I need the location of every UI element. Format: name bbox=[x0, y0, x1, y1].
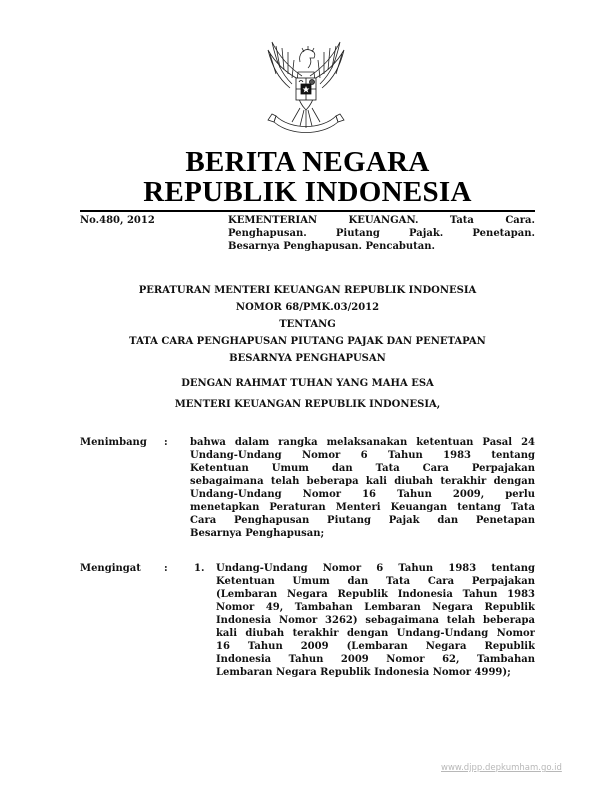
masthead-title-line2: REPUBLIK INDONESIA bbox=[143, 176, 472, 208]
regulation-number: NOMOR 68/PMK.03/2012 bbox=[235, 302, 380, 313]
menimbang-line: menetapkan Peraturan Menteri Keuangan tentang Tata bbox=[190, 502, 535, 513]
regulation-title-line: PERATURAN MENTERI KEUANGAN REPUBLIK INDONESIA bbox=[138, 285, 477, 296]
mengingat-line: kali diubah terakhir dengan Undang-Undang Nomor bbox=[216, 628, 535, 639]
menimbang-line: Undang-Undang Nomor 16 Tahun 2009, perlu bbox=[190, 489, 535, 500]
mengingat-line: Indonesia Tahun 2009 Nomor 62, Tambahan bbox=[216, 654, 535, 665]
mengingat-line: Indonesia Nomor 3262) sebagaimana telah beberapa bbox=[216, 615, 535, 626]
publication-subject bbox=[228, 214, 535, 253]
subject-line: KEMENTERIAN KEUANGAN. Tata Cara. bbox=[228, 215, 535, 226]
menimbang-text bbox=[190, 436, 535, 540]
mengingat-colon: : bbox=[164, 563, 168, 574]
menimbang-line: bahwa dalam rangka melaksanakan ketentuan Pasal 24 bbox=[190, 437, 535, 448]
masthead-title-line1: BERITA NEGARA bbox=[185, 146, 430, 178]
mengingat-line: Nomor 49, Tambahan Lembaran Negara Republik bbox=[216, 602, 535, 613]
preamble-line: DENGAN RAHMAT TUHAN YANG MAHA ESA bbox=[181, 378, 434, 389]
regulation-subject-line: BESARNYA PENGHAPUSAN bbox=[229, 353, 386, 364]
subject-line: Besarnya Penghapusan. Pencabutan. bbox=[228, 241, 436, 252]
subject-line: Penghapusan. Piutang Pajak. Penetapan. bbox=[228, 228, 535, 239]
garuda-emblem-icon bbox=[262, 38, 350, 136]
menimbang-line: Ketentuan Umum dan Tata Cara Perpajakan bbox=[190, 463, 535, 474]
regulation-subject-line: TATA CARA PENGHAPUSAN PIUTANG PAJAK DAN PENETAPAN bbox=[129, 336, 486, 347]
menimbang-label: Menimbang bbox=[80, 437, 147, 448]
menimbang-line: Undang-Undang Nomor 6 Tahun 1983 tentang bbox=[190, 450, 535, 461]
regulation-tentang: TENTANG bbox=[279, 319, 336, 330]
menimbang-line: Besarnya Penghapusan; bbox=[190, 528, 325, 539]
mengingat-label: Mengingat bbox=[80, 563, 141, 574]
mengingat-item-text bbox=[216, 562, 535, 679]
preamble-line: MENTERI KEUANGAN REPUBLIK INDONESIA, bbox=[174, 399, 441, 410]
footer-website-link[interactable]: www.djpp.depkumham.go.id bbox=[441, 763, 562, 773]
mengingat-line: Undang-Undang Nomor 6 Tahun 1983 tentang bbox=[216, 563, 535, 574]
mengingat-line: (Lembaran Negara Republik Indonesia Tahun 1983 bbox=[216, 589, 535, 600]
menimbang-colon: : bbox=[164, 437, 168, 448]
menimbang-line: Cara Penghapusan Piutang Pajak dan Penetapan bbox=[190, 515, 535, 526]
mengingat-line: 16 Tahun 2009 (Lembaran Negara Republik bbox=[216, 641, 535, 652]
header-divider bbox=[80, 210, 535, 212]
publication-number: No.480, 2012 bbox=[80, 215, 155, 226]
mengingat-line: Lembaran Negara Republik Indonesia Nomor 4999); bbox=[216, 667, 511, 678]
menimbang-line: sebagaimana telah beberapa kali diubah terakhir dengan bbox=[190, 476, 535, 487]
mengingat-item-number: 1. bbox=[194, 563, 205, 574]
mengingat-line: Ketentuan Umum dan Tata Cara Perpajakan bbox=[216, 576, 535, 587]
